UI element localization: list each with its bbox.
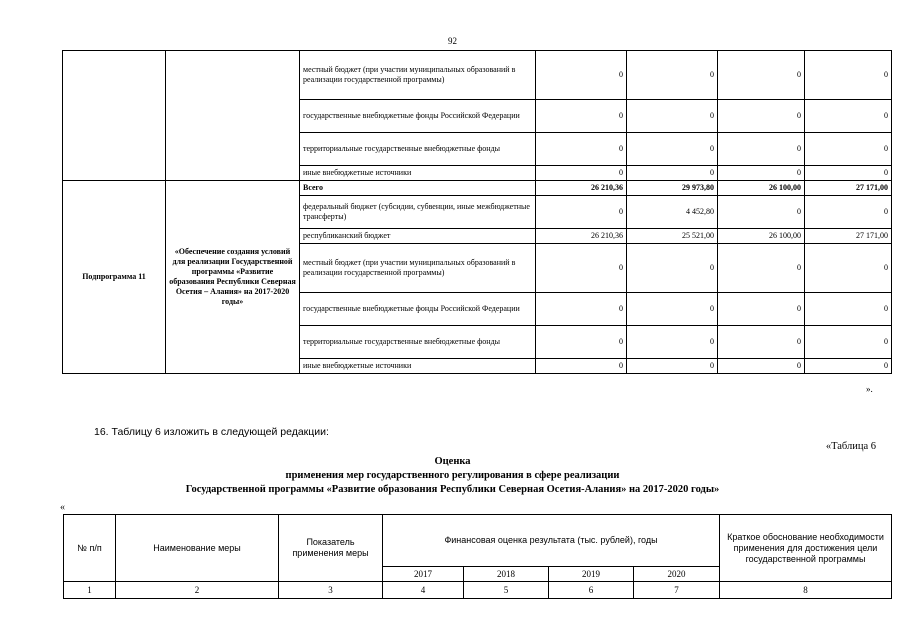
column-number: 3 — [279, 582, 383, 599]
column-number: 5 — [464, 582, 549, 599]
value-cell: 0 — [627, 166, 718, 181]
value-cell: 0 — [718, 293, 805, 326]
column-number: 4 — [383, 582, 464, 599]
row-label: территориальные государственные внебюджетные фонды — [300, 133, 536, 166]
title-line-2: применения мер государственного регулирования в сфере реализации — [285, 470, 620, 481]
row-label: иные внебюджетные источники — [300, 166, 536, 181]
value-cell: 0 — [627, 326, 718, 359]
row-label: иные внебюджетные источники — [300, 359, 536, 374]
value-cell: 0 — [627, 244, 718, 293]
column-number-row — [64, 582, 892, 599]
amendment-paragraph: 16. Таблицу 6 изложить в следующей редакции: — [94, 426, 329, 438]
value-cell: 4 452,80 — [627, 196, 718, 229]
column-number: 6 — [549, 582, 634, 599]
value-cell: 0 — [805, 359, 892, 374]
value-cell: 0 — [805, 293, 892, 326]
value-cell: 0 — [718, 166, 805, 181]
table-reference: «Таблица 6 — [825, 441, 876, 452]
row-label: федеральный бюджет (субсидии, субвенции, иные межбюджетные трансферты) — [300, 196, 536, 229]
value-cell: 0 — [805, 133, 892, 166]
value-cell: 0 — [536, 293, 627, 326]
value-cell: 0 — [805, 51, 892, 100]
value-cell: 26 210,36 — [536, 181, 627, 196]
value-cell: 0 — [718, 244, 805, 293]
header-num: № п/п — [64, 515, 116, 582]
value-cell: 0 — [627, 51, 718, 100]
value-cell: 0 — [627, 359, 718, 374]
value-cell: 0 — [805, 100, 892, 133]
row-label: Всего — [300, 181, 536, 196]
subprogram-name: «Обеспечение создания условий для реализации Государственной программы «Развитие образования Республики Северная Осетия – Алания» на 2017-2020 годы» — [166, 181, 300, 374]
value-cell: 29 973,80 — [627, 181, 718, 196]
header-justification: Краткое обоснование необходимости применения для достижения цели государственной программы — [720, 515, 892, 582]
regulation-table — [63, 514, 892, 599]
value-cell: 0 — [805, 196, 892, 229]
value-cell: 0 — [627, 293, 718, 326]
value-cell: 27 171,00 — [805, 229, 892, 244]
value-cell: 25 521,00 — [627, 229, 718, 244]
row-label: территориальные государственные внебюджетные фонды — [300, 326, 536, 359]
title-line-1: Оценка — [434, 456, 471, 467]
value-cell: 0 — [718, 359, 805, 374]
header-measure-name: Наименование меры — [116, 515, 279, 582]
page-number: 92 — [448, 36, 457, 46]
row-label: республиканский бюджет — [300, 229, 536, 244]
column-number: 2 — [116, 582, 279, 599]
value-cell: 0 — [718, 326, 805, 359]
empty-cell — [166, 51, 300, 181]
value-cell: 0 — [536, 244, 627, 293]
financing-table — [62, 50, 892, 374]
subprogram-label: Подпрограмма 11 — [63, 181, 166, 374]
closing-quote: ». — [866, 384, 873, 394]
column-number: 7 — [634, 582, 720, 599]
header-indicator: Показатель применения меры — [279, 515, 383, 582]
row-label: местный бюджет (при участии муниципальных образований в реализации государственной программы) — [300, 51, 536, 100]
value-cell: 0 — [805, 326, 892, 359]
value-cell: 26 100,00 — [718, 229, 805, 244]
value-cell: 0 — [536, 100, 627, 133]
value-cell: 0 — [536, 166, 627, 181]
year-cell: 2018 — [464, 567, 549, 582]
header-finance: Финансовая оценка результата (тыс. рублей), годы — [383, 515, 720, 567]
column-number: 8 — [720, 582, 892, 599]
column-number: 1 — [64, 582, 116, 599]
value-cell: 26 210,36 — [536, 229, 627, 244]
value-cell: 0 — [805, 166, 892, 181]
empty-cell — [63, 51, 166, 181]
value-cell: 0 — [718, 51, 805, 100]
title-line-3: Государственной программы «Развитие образования Республики Северная Осетия-Алания» на 2017-2020 годы» — [185, 484, 720, 495]
value-cell: 0 — [536, 359, 627, 374]
row-label: местный бюджет (при участии муниципальных образований в реализации государственной программы) — [300, 244, 536, 293]
table-row — [63, 181, 892, 196]
value-cell: 0 — [718, 133, 805, 166]
header-row — [64, 515, 892, 567]
value-cell: 0 — [627, 133, 718, 166]
value-cell: 26 100,00 — [718, 181, 805, 196]
year-cell: 2017 — [383, 567, 464, 582]
value-cell: 27 171,00 — [805, 181, 892, 196]
year-cell: 2019 — [549, 567, 634, 582]
value-cell: 0 — [718, 196, 805, 229]
opening-quote: « — [60, 502, 65, 513]
year-cell: 2020 — [634, 567, 720, 582]
value-cell: 0 — [718, 100, 805, 133]
value-cell: 0 — [627, 100, 718, 133]
value-cell: 0 — [536, 133, 627, 166]
row-label: государственные внебюджетные фонды Российской Федерации — [300, 100, 536, 133]
row-label: государственные внебюджетные фонды Российской Федерации — [300, 293, 536, 326]
value-cell: 0 — [536, 326, 627, 359]
value-cell: 0 — [536, 196, 627, 229]
value-cell: 0 — [536, 51, 627, 100]
table-row — [63, 51, 892, 100]
value-cell: 0 — [805, 244, 892, 293]
